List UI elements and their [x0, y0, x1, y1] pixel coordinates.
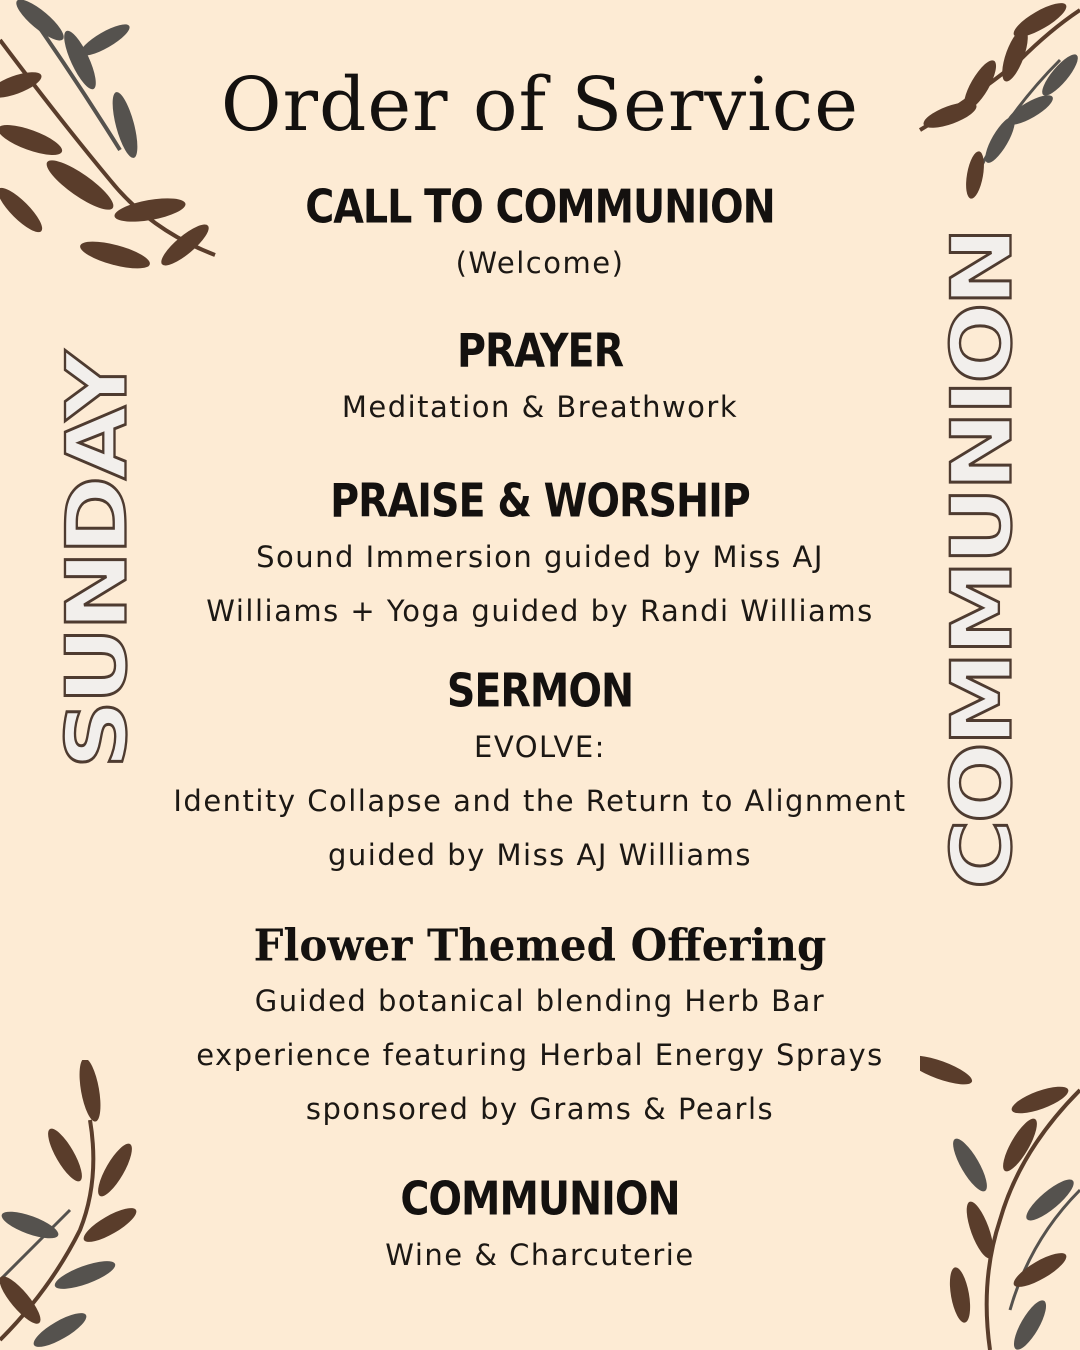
section-line: Meditation & Breathwork [341, 390, 739, 424]
section-line: Identity Collapse and the Return to Alignment [173, 784, 907, 818]
section-heading: CALL TO COMMUNION [305, 180, 775, 235]
section-line: guided by Miss AJ Williams [327, 838, 753, 872]
section-communion [150, 1172, 930, 1282]
side-label-right: COMMUNION [934, 230, 1030, 890]
section-flower-offering [150, 918, 930, 1136]
page-title: Order of Service [220, 62, 860, 148]
section-heading: SERMON [446, 664, 634, 719]
section-heading: COMMUNION [400, 1172, 680, 1227]
service-order-list [150, 180, 930, 1282]
leaf-branch-bottom-left-icon [0, 1060, 160, 1350]
leaf-branch-bottom-right-icon [920, 1050, 1080, 1350]
section-heading: PRAYER [456, 324, 624, 379]
section-praise-worship [150, 474, 930, 638]
section-line: Williams + Yoga guided by Randi Williams [206, 594, 874, 628]
section-line: sponsored by Grams & Pearls [305, 1092, 775, 1126]
section-line: (Welcome) [455, 246, 625, 280]
section-heading: Flower Themed Offering [253, 919, 827, 972]
section-call-to-communion [150, 180, 930, 290]
section-line: Guided botanical blending Herb Bar [254, 984, 826, 1018]
section-heading: PRAISE & WORSHIP [330, 474, 750, 529]
side-label-left: SUNDAY [49, 355, 145, 769]
section-line: Sound Immersion guided by Miss AJ [256, 540, 824, 574]
section-line: EVOLVE: [474, 730, 606, 764]
section-line: experience featuring Herbal Energy Sprays [196, 1038, 884, 1072]
section-prayer [150, 324, 930, 434]
section-sermon [150, 664, 930, 882]
section-line: Wine & Charcuterie [385, 1238, 695, 1272]
